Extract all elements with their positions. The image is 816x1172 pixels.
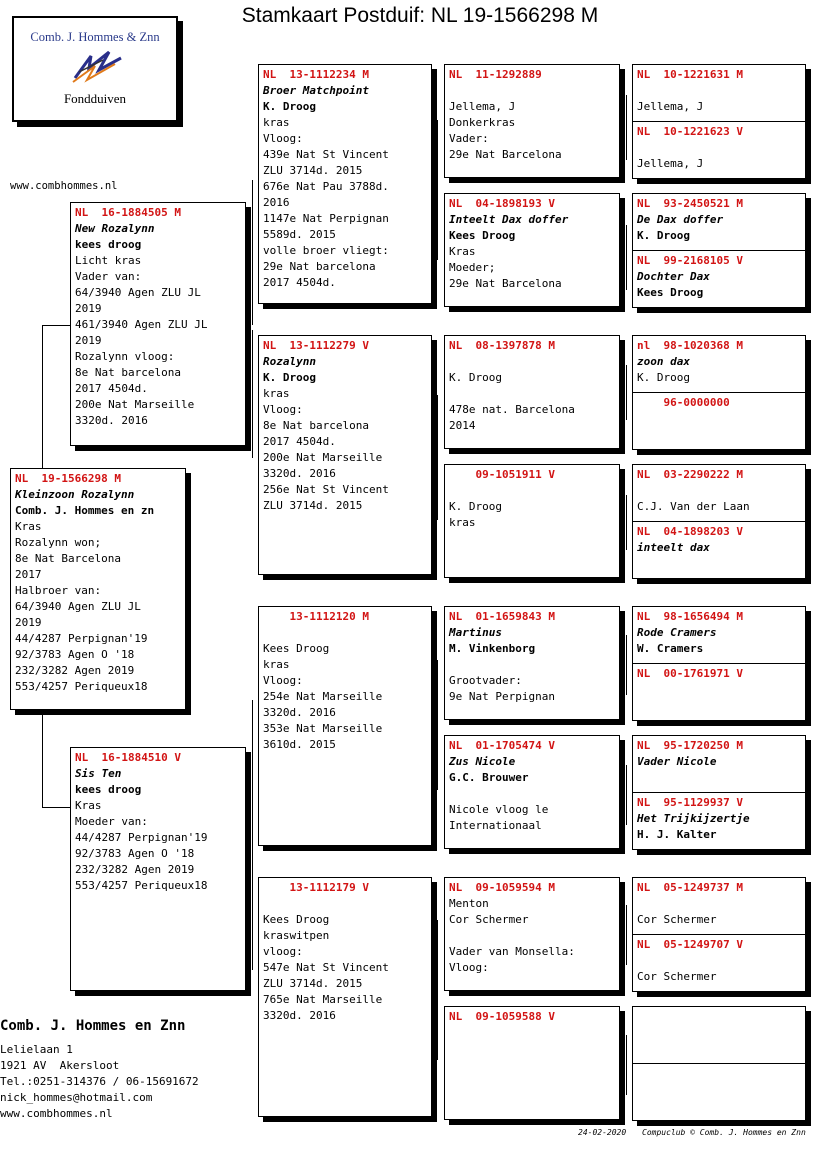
pigeon-name: Dochter Dax <box>637 270 710 283</box>
pigeon-info-line: 3610d. 2015 <box>263 738 336 751</box>
pigeon-info-line: Kras <box>449 245 476 258</box>
pigeon-info-line: 232/3282 Agen 2019 <box>75 863 195 876</box>
pigeon-info-line <box>637 140 801 156</box>
connector-line <box>437 920 438 1060</box>
pigeon-info-line: 44/4287 Perpignan'19 <box>15 632 148 645</box>
logo <box>12 16 178 122</box>
ring-number: NL 03-2290222 M <box>637 468 743 481</box>
connector-line <box>252 180 253 325</box>
footer-website[interactable]: www.combhommes.nl <box>0 1107 113 1120</box>
pigeon-card-g8[interactable] <box>632 521 806 579</box>
pigeon-info-line: 1147e Nat Perpignan <box>263 212 389 225</box>
ring-number: NL 10-1221623 V <box>637 125 743 138</box>
connector-line <box>437 120 438 260</box>
pigeon-info-line: 200e Nat Marseille <box>75 398 195 411</box>
pigeon-card-g5[interactable] <box>632 335 806 393</box>
pigeon-info-line: K. Droog <box>449 371 502 384</box>
pigeon-info-line: K. Droog <box>637 371 690 384</box>
pigeon-owner: K. Droog <box>263 371 316 384</box>
ring-number: NL 16-1884505 M <box>75 206 181 219</box>
pigeon-info-line: 765e Nat Marseille <box>263 993 383 1006</box>
ring-number: NL 08-1397878 M <box>449 339 555 352</box>
pigeon-info-line: ZLU 3714d. 2015 <box>263 499 363 512</box>
pigeon-card-ff[interactable] <box>258 64 432 304</box>
pigeon-info-line: Vader van Monsella: <box>449 945 575 958</box>
pigeon-info-line <box>637 896 801 912</box>
pigeon-info-line: 64/3940 Agen ZLU JL <box>75 286 201 299</box>
ring-number: NL 11-1292889 <box>449 68 542 81</box>
pigeon-info-line: volle broer vliegt: <box>263 244 389 257</box>
connector-line <box>626 1035 627 1095</box>
ring-number: 96-0000000 <box>637 396 730 409</box>
pigeon-info-line: kras <box>263 116 290 129</box>
pigeon-info-line: 3320d. 2016 <box>263 706 336 719</box>
connector-line <box>626 765 627 825</box>
pigeon-name: New Rozalynn <box>75 222 155 235</box>
pigeon-info-line: Nicole vloog le <box>449 803 549 816</box>
pigeon-owner: K. Droog <box>263 100 316 113</box>
footer-email[interactable]: nick_hommes@hotmail.com <box>0 1091 153 1104</box>
pigeon-owner: W. Cramers <box>637 642 704 655</box>
pigeon-name: Martinus <box>449 626 502 639</box>
pigeon-card-g10[interactable] <box>632 663 806 721</box>
website-link[interactable]: www.combhommes.nl <box>10 180 118 192</box>
pigeon-owner: K. Droog <box>637 229 690 242</box>
ring-number: nl 98-1020368 M <box>637 339 743 352</box>
page-title: Stamkaart Postduif: NL 19-1566298 M <box>241 4 599 27</box>
connector-line <box>437 395 438 520</box>
ring-number: NL 13-1112234 M <box>263 68 369 81</box>
pigeon-info-line: 2017 4504d. <box>263 435 336 448</box>
pigeon-info-line: ZLU 3714d. 2015 <box>263 164 363 177</box>
pigeon-owner: M. Vinkenborg <box>449 642 536 655</box>
pigeon-info-line: 676e Nat Pau 3788d. <box>263 180 389 193</box>
pigeon-info-line: 553/4257 Periqueux18 <box>15 680 148 693</box>
pigeon-card-mm[interactable] <box>258 877 432 1117</box>
pigeon-card-mmf[interactable] <box>444 877 620 991</box>
pigeon-card-g4[interactable] <box>632 250 806 308</box>
pigeon-info-line: 9e Nat Perpignan <box>449 690 555 703</box>
footer-line: Lelielaan 1 <box>0 1043 73 1056</box>
footer-address <box>0 1018 199 1122</box>
pigeon-info-line: ZLU 3714d. 2015 <box>263 977 363 990</box>
pigeon-info-line: 92/3783 Agen O '18 <box>75 847 195 860</box>
pigeon-info-line <box>449 354 615 370</box>
ring-number: NL 09-1059594 M <box>449 881 555 894</box>
pigeon-info-line: Internationaal <box>449 819 542 832</box>
pigeon-name: Inteelt Dax doffer <box>449 213 569 226</box>
pigeon-info-line: 2019 <box>75 334 102 347</box>
pigeon-info-line: K. Droog <box>449 500 502 513</box>
ring-number: 13-1112179 V <box>263 881 369 894</box>
connector-line <box>626 365 627 420</box>
pigeon-info-line: Kras <box>75 799 102 812</box>
ring-number: NL 00-1761971 V <box>637 667 743 680</box>
pigeon-name: Kleinzoon Rozalynn <box>15 488 135 501</box>
pigeon-name: Rode Cramers <box>637 626 717 639</box>
pigeon-info-line: 3320d. 2016 <box>75 414 148 427</box>
ring-number: NL 19-1566298 M <box>15 472 121 485</box>
logo-text: Comb. J. Hommes & Znn <box>30 30 160 44</box>
ring-number: NL 99-2168105 V <box>637 254 743 267</box>
pigeon-card-mother[interactable] <box>70 747 246 991</box>
pigeon-card-g16[interactable] <box>632 1063 806 1121</box>
ring-number: NL 16-1884510 V <box>75 751 181 764</box>
pigeon-info-line: Jellema, J <box>637 157 704 170</box>
pigeon-info-line <box>449 928 615 944</box>
pigeon-info-line <box>449 657 615 673</box>
pigeon-info-line: 3320d. 2016 <box>263 1009 336 1022</box>
pigeon-info-line: 232/3282 Agen 2019 <box>15 664 135 677</box>
pigeon-card-mff[interactable] <box>444 606 620 720</box>
pigeon-info-line: vloog: <box>263 945 303 958</box>
footer-line: 1921 AV Akersloot <box>0 1059 120 1072</box>
connector-line <box>42 325 43 470</box>
pigeon-info-line: 29e Nat Barcelona <box>449 277 562 290</box>
pigeon-info-line: Rozalynn won; <box>15 536 102 549</box>
print-date: 24-02-2020 <box>578 1128 627 1137</box>
pigeon-card-g7[interactable] <box>632 464 806 522</box>
pigeon-info-line: Moeder; <box>449 261 496 274</box>
pigeon-card-g1[interactable] <box>632 64 806 122</box>
pigeon-info-line: Vloog: <box>263 403 303 416</box>
pigeon-info-line <box>449 483 615 499</box>
connector-line <box>437 660 438 790</box>
pigeon-name: Broer Matchpoint <box>263 84 369 97</box>
pigeon-owner: G.C. Brouwer <box>449 771 529 784</box>
pigeon-info-line <box>449 386 615 402</box>
pigeon-info-line: Licht kras <box>75 254 142 267</box>
pigeon-info-line: 353e Nat Marseille <box>263 722 383 735</box>
pigeon-info-line: 3320d. 2016 <box>263 467 336 480</box>
pigeon-name: Het Trijkijzertje <box>637 812 750 825</box>
pigeon-info-line: Kras <box>15 520 42 533</box>
pigeon-card-main[interactable] <box>10 468 186 710</box>
pigeon-name: inteelt dax <box>637 541 710 554</box>
pigeon-info-line: 439e Nat St Vincent <box>263 148 389 161</box>
pigeon-card-fm[interactable] <box>258 335 432 575</box>
footer-phone: Tel.:0251-314376 / 06-15691672 <box>0 1075 199 1088</box>
connector-line <box>252 330 253 458</box>
pigeon-info-line: Kees Droog <box>263 642 330 655</box>
pigeon-card-g12[interactable] <box>632 792 806 850</box>
pigeon-info-line <box>449 786 615 802</box>
pigeon-info-line: Moeder van: <box>75 815 148 828</box>
pigeon-info-line: kras <box>263 387 290 400</box>
ring-number: NL 05-1249707 V <box>637 938 743 951</box>
pigeon-card-mf[interactable] <box>258 606 432 846</box>
pigeon-info-line: 8e Nat Barcelona <box>15 552 121 565</box>
pigeon-info-line: 8e Nat barcelona <box>75 366 181 379</box>
pigeon-info-line: 461/3940 Agen ZLU JL <box>75 318 208 331</box>
pigeon-info-line: kraswitpen <box>263 929 330 942</box>
credit-text: Compuclub © Comb. J. Hommes en Znn <box>642 1128 806 1137</box>
connector-line <box>626 905 627 965</box>
pigeon-card-g11[interactable] <box>632 735 806 793</box>
ring-number: NL 04-1898193 V <box>449 197 555 210</box>
pigeon-card-g13[interactable] <box>632 877 806 935</box>
pigeon-owner: kees droog <box>75 238 142 251</box>
pigeon-owner: Comb. J. Hommes en zn <box>15 504 155 517</box>
pigeon-info-line: Grootvader: <box>449 674 522 687</box>
pigeon-name: zoon dax <box>637 355 690 368</box>
pigeon-info-line: 29e Nat barcelona <box>263 260 376 273</box>
pigeon-info-line: 2019 <box>75 302 102 315</box>
pigeon-info-line: 200e Nat Marseille <box>263 451 383 464</box>
footer-name: Comb. J. Hommes en Znn <box>0 1018 186 1034</box>
pigeon-owner: Kees Droog <box>449 229 516 242</box>
pigeon-info-line: Jellema, J <box>637 100 704 113</box>
pigeon-card-fmf[interactable] <box>444 335 620 449</box>
connector-line <box>42 325 72 326</box>
pigeon-info-line: Vloog: <box>263 132 303 145</box>
pigeon-card-g14[interactable] <box>632 934 806 992</box>
pigeon-info-line <box>449 83 615 99</box>
connector-line <box>626 495 627 550</box>
pigeon-info-line <box>637 83 801 99</box>
pigeon-info-line: 5589d. 2015 <box>263 228 336 241</box>
ring-number: NL 01-1659843 M <box>449 610 555 623</box>
pigeon-info-line: kras <box>263 658 290 671</box>
connector-line <box>626 95 627 160</box>
connector-line <box>42 807 72 808</box>
pigeon-info-line: Kees Droog <box>263 913 330 926</box>
pigeon-info-line: Rozalynn vloog: <box>75 350 175 363</box>
pigeon-info-line: 29e Nat Barcelona <box>449 148 562 161</box>
pigeon-card-g2[interactable] <box>632 121 806 179</box>
pigeon-info-line: 2014 <box>449 419 476 432</box>
pigeon-info-line: 2017 4504d. <box>263 276 336 289</box>
pigeon-info-line: Donkerkras <box>449 116 516 129</box>
ring-number: NL 05-1249737 M <box>637 881 743 894</box>
pigeon-info-line: kras <box>449 516 476 529</box>
connector-line <box>252 700 253 840</box>
ring-number: NL 95-1129937 V <box>637 796 743 809</box>
pigeon-info-line: Jellema, J <box>449 100 516 113</box>
pigeon-info-line: 92/3783 Agen O '18 <box>15 648 135 661</box>
pigeon-info-line: 8e Nat barcelona <box>263 419 369 432</box>
ring-number: 13-1112120 M <box>263 610 369 623</box>
pigeon-card-ffm[interactable] <box>444 193 620 307</box>
ring-number: NL 13-1112279 V <box>263 339 369 352</box>
logo-subtitle: Fondduiven <box>63 91 127 106</box>
connector-line <box>252 840 253 970</box>
pigeon-card-father[interactable] <box>70 202 246 446</box>
connector-line <box>626 225 627 290</box>
pigeon-info-line <box>637 953 801 969</box>
pigeon-owner: H. J. Kalter <box>637 828 717 841</box>
pigeon-info-line: 553/4257 Periqueux18 <box>75 879 208 892</box>
ring-number: NL 98-1656494 M <box>637 610 743 623</box>
pigeon-card-mfm[interactable] <box>444 735 620 849</box>
pigeon-info-line: Halbroer van: <box>15 584 102 597</box>
pigeon-name: Vader Nicole <box>637 755 717 768</box>
pigeon-card-g6[interactable] <box>632 392 806 450</box>
pigeon-info-line: Cor Schermer <box>449 913 529 926</box>
connector-line <box>626 635 627 695</box>
pigeon-info-line: 44/4287 Perpignan'19 <box>75 831 208 844</box>
pigeon-info-line: 2017 4504d. <box>75 382 148 395</box>
pigeon-owner: Kees Droog <box>637 286 704 299</box>
pigeon-info-line <box>263 896 427 912</box>
pigeon-info-line: 64/3940 Agen ZLU JL <box>15 600 141 613</box>
pigeon-info-line <box>263 625 427 641</box>
connector-line <box>42 712 43 807</box>
pigeon-info-line: 547e Nat St Vincent <box>263 961 389 974</box>
pigeon-card-fff[interactable] <box>444 64 620 178</box>
ring-number: NL 93-2450521 M <box>637 197 743 210</box>
pigeon-info-line: Cor Schermer <box>637 913 717 926</box>
pigeon-name: Sis Ten <box>75 767 122 780</box>
pigeon-info-line: Vloog: <box>449 961 489 974</box>
pigeon-info-line: 254e Nat Marseille <box>263 690 383 703</box>
pigeon-info-line: Cor Schermer <box>637 970 717 983</box>
pigeon-info-line: 2016 <box>263 196 290 209</box>
pigeon-info-line: Vader van: <box>75 270 142 283</box>
pigeon-name: De Dax doffer <box>637 213 724 226</box>
ring-number: NL 04-1898203 V <box>637 525 743 538</box>
pigeon-info-line: 478e nat. Barcelona <box>449 403 575 416</box>
pigeon-info-line <box>637 483 801 499</box>
pigeon-card-fmm[interactable] <box>444 464 620 578</box>
pigeon-card-g3[interactable] <box>632 193 806 251</box>
pigeon-info-line: 2017 <box>15 568 42 581</box>
pigeon-card-mmm[interactable] <box>444 1006 620 1120</box>
pigeon-info-line: Menton <box>449 897 489 910</box>
pigeon-info-line: Vader: <box>449 132 489 145</box>
logo-emblem-icon <box>69 48 129 86</box>
pigeon-card-g15[interactable] <box>632 1006 806 1064</box>
ring-number: NL 10-1221631 M <box>637 68 743 81</box>
pigeon-info-line: Vloog: <box>263 674 303 687</box>
pigeon-card-g9[interactable] <box>632 606 806 664</box>
ring-number: 09-1051911 V <box>449 468 555 481</box>
ring-number: NL 09-1059588 V <box>449 1010 555 1023</box>
pigeon-name: Zus Nicole <box>449 755 516 768</box>
pigeon-name: Rozalynn <box>263 355 316 368</box>
pigeon-info-line: 2019 <box>15 616 42 629</box>
pigeon-owner: kees droog <box>75 783 142 796</box>
pigeon-info-line: 256e Nat St Vincent <box>263 483 389 496</box>
pigeon-info-line: C.J. Van der Laan <box>637 500 750 513</box>
ring-number: NL 95-1720250 M <box>637 739 743 752</box>
ring-number: NL 01-1705474 V <box>449 739 555 752</box>
